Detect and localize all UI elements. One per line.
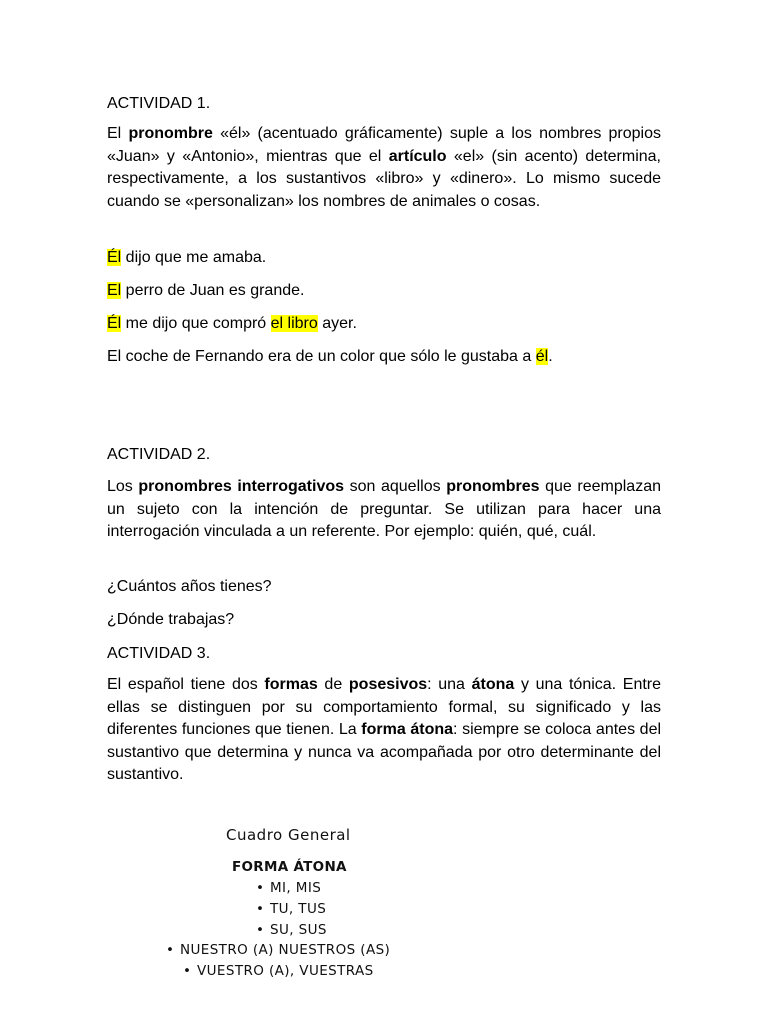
bullet-icon: • — [256, 922, 265, 938]
text-run: son aquellos — [344, 478, 447, 495]
highlighted-phrase: el libro — [270, 315, 318, 332]
text-run: El coche de Fernando era de un color que sólo le gustaba a — [107, 348, 536, 365]
question-2: ¿Dónde trabajas? — [107, 611, 235, 628]
text-run: Los — [107, 478, 139, 495]
bold-term: pronombre — [128, 125, 213, 142]
bold-term: átona — [471, 676, 515, 693]
question-1: ¿Cuántos años tienes? — [107, 578, 272, 595]
text-run: perro de Juan es grande. — [121, 282, 305, 299]
text-run: me dijo que compró — [121, 315, 271, 332]
item-text: MI, MIS — [270, 880, 322, 896]
bullet-icon: • — [183, 963, 192, 979]
bold-term: pronombres interrogativos — [138, 478, 345, 495]
text-run: : siempre se coloca antes del sustantivo que determina y nunca va acompañada por otro determinante del sustantivo. — [107, 721, 662, 783]
cuadro-general-figure — [0, 820, 768, 990]
example-sentence-4 — [107, 345, 553, 368]
activity-2-heading: ACTIVIDAD 2. — [107, 446, 211, 463]
cuadro-list-item — [256, 898, 326, 921]
item-text: TU, TUS — [270, 901, 327, 917]
bold-term: artículo — [388, 147, 447, 165]
highlighted-word: Él — [107, 315, 122, 332]
text-run: y una tónica. Entre ellas se distinguen por su comportamiento formal, su significado y las diferentes funciones que tienen. La — [107, 676, 662, 738]
item-text: SU, SUS — [270, 922, 327, 938]
example-sentence-3 — [107, 312, 357, 335]
text-run: «el» (sin acento) determina, respectivamente, a los sustantivos «libro» y «dinero». Lo mismo sucede cuando se «personalizan» los nombres de animales o cosas. — [107, 147, 662, 210]
text-run: «él» (acentuado gráficamente) suple a los nombres propios «Juan» y «Antonio», mientras que el — [107, 125, 661, 165]
cuadro-subtitle: FORMA ÁTONA — [232, 859, 347, 875]
example-sentence-2 — [107, 279, 304, 302]
cuadro-list-item — [256, 877, 321, 900]
cuadro-title: Cuadro General — [226, 826, 351, 844]
highlighted-word: El — [107, 282, 122, 299]
activity-1-heading: ACTIVIDAD 1. — [107, 95, 211, 112]
highlighted-word: Él — [107, 249, 122, 266]
bold-term: forma átona — [361, 721, 454, 738]
text-run: : una — [427, 676, 472, 693]
text-run: dijo que me amaba. — [121, 249, 267, 266]
item-text: NUESTRO (A) NUESTROS (AS) — [180, 942, 391, 958]
bold-term: pronombres — [446, 478, 540, 495]
cuadro-list-item — [183, 960, 374, 983]
text-run: de — [317, 676, 349, 693]
text-run: El — [107, 125, 129, 142]
example-sentence-1 — [107, 246, 266, 269]
item-text: VUESTRO (A), VUESTRAS — [197, 963, 374, 979]
bullet-icon: • — [256, 880, 265, 896]
bold-term: formas — [264, 676, 318, 693]
highlighted-word: él — [535, 348, 549, 365]
cuadro-list-item — [166, 939, 390, 962]
activity-3-heading: ACTIVIDAD 3. — [107, 645, 211, 662]
text-run: El español tiene dos — [107, 676, 265, 693]
text-run: ayer. — [317, 315, 357, 332]
activity-1-paragraph — [107, 123, 661, 213]
text-run: que reemplazan un sujeto con la intención de preguntar. Se utilizan para hacer una interrogación vinculada a un referente. Por ejemplo: quién, qué, cuál. — [107, 478, 662, 540]
activity-3-paragraph — [107, 674, 661, 787]
activity-2-paragraph — [107, 476, 661, 544]
bullet-icon: • — [166, 942, 175, 958]
text-run: . — [548, 348, 553, 365]
bullet-icon: • — [256, 901, 265, 917]
bold-term: posesivos — [348, 676, 428, 693]
